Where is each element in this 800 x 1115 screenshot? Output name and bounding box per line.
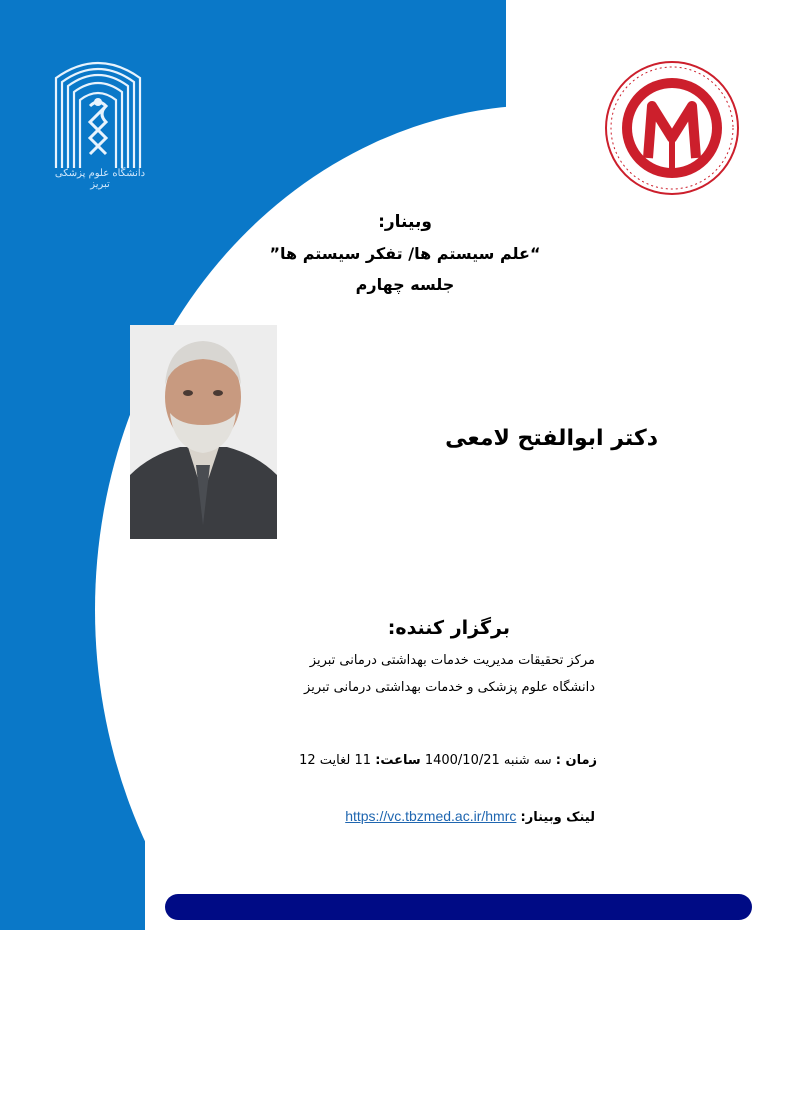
schedule-date: 1400/10/21 [424,753,500,768]
university-logo-caption: دانشگاه علوم پزشکی تبریز [54,168,146,190]
organizer-research-center: مرکز تحقیقات مدیریت خدمات بهداشتی درمانی تبریز [309,653,595,668]
schedule-time: 11 لغایت 12 [299,753,372,768]
schedule-day: سه شنبه [503,753,552,768]
organizer-university: دانشگاه علوم پزشکی و خدمات بهداشتی درمانی تبریز [304,680,595,695]
schedule-row [240,753,597,768]
organizer-heading: برگزار کننده: [387,617,510,639]
schedule-time-label: ساعت: [375,753,421,768]
speaker-photo [130,325,277,539]
schedule-label: زمان : [555,753,597,768]
webinar-topic: “علم سیستم ها/ تفکر سیستم ها” [269,244,541,263]
research-center-logo-icon [600,58,745,198]
webinar-link-row [250,808,595,825]
session-number: جلسه چهارم [355,275,455,294]
bottom-decorative-bar [165,894,752,920]
webinar-link[interactable]: https://vc.tbzmed.ac.ir/hmrc [345,808,517,824]
webinar-link-label: لینک وبینار: [520,810,595,825]
speaker-name: دکتر ابوالفتح لامعی [445,426,658,451]
webinar-title-block [240,212,570,294]
webinar-label: وبینار: [378,212,432,232]
